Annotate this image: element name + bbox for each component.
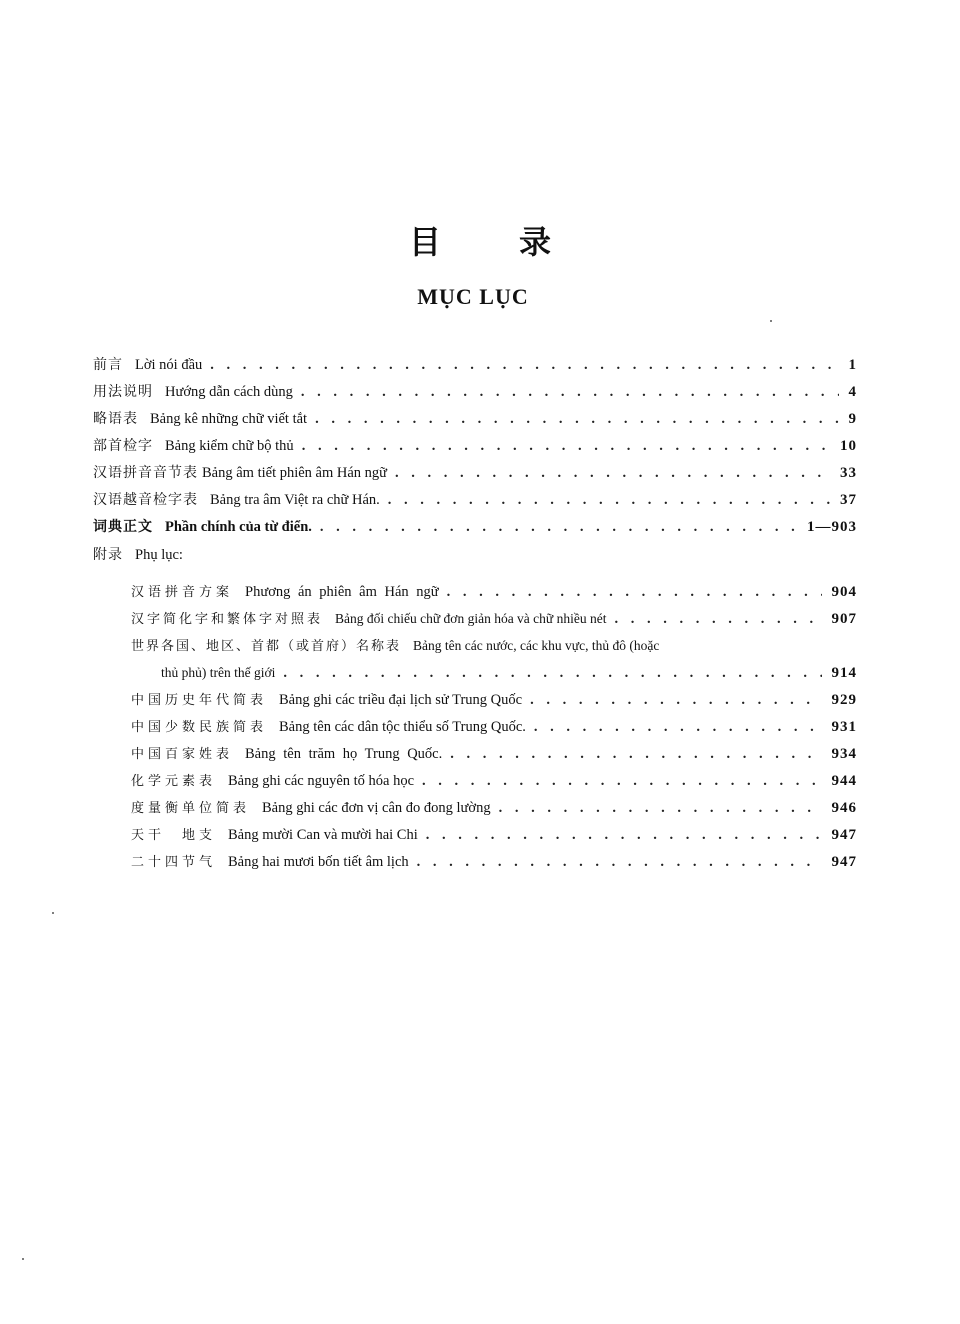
toc-entry-radical-index[interactable] xyxy=(93,435,857,457)
toc-appendix-world-countries[interactable] xyxy=(131,635,857,657)
entry-vietnamese-title: Bảng âm tiết phiên âm Hán ngữ xyxy=(202,465,388,481)
toc-entry-sino-vietnamese-index[interactable] xyxy=(93,489,857,511)
entry-page-number: 907 xyxy=(831,611,857,627)
entry-vietnamese-title: Hướng dẫn cách dùng xyxy=(165,384,293,400)
toc-appendix-solar-terms[interactable] xyxy=(131,851,857,873)
entry-vietnamese-title: Bảng đối chiếu chữ đơn giản hóa và chữ nhiều nét xyxy=(335,611,607,626)
toc-appendix-chemical-elements[interactable] xyxy=(131,770,857,792)
entry-page-number: 947 xyxy=(831,827,857,843)
entry-page-number: 914 xyxy=(831,665,857,681)
dot-leader xyxy=(614,608,821,630)
entry-vietnamese-title: Bảng mười Can và mười hai Chi xyxy=(228,827,418,843)
dot-leader xyxy=(426,824,822,846)
toc-appendix-ethnic-minorities[interactable] xyxy=(131,716,857,738)
entry-vietnamese-title: Bảng tên các nước, các khu vực, thủ đô (hoặc xyxy=(413,638,660,653)
scan-speck xyxy=(22,1258,24,1260)
entry-page-number: 9 xyxy=(848,411,857,427)
entry-chinese-title: 附录 xyxy=(93,547,123,563)
scan-speck xyxy=(52,912,54,914)
entry-page-number: 1 xyxy=(848,357,857,373)
toc-entry-pinyin-syllables[interactable] xyxy=(93,462,857,484)
toc-entry-preface[interactable] xyxy=(93,354,857,376)
page-title-vietnamese: MỤC LỤC xyxy=(417,284,529,309)
entry-chinese-title: 汉语拼音方案 xyxy=(131,585,234,600)
entry-page-number: 934 xyxy=(831,746,857,762)
toc-entry-appendix-heading[interactable] xyxy=(93,544,857,566)
entry-vietnamese-title: Bảng tên trăm họ Trung Quốc. xyxy=(245,746,443,762)
entry-chinese-title: 中国百家姓表 xyxy=(131,747,234,762)
toc-entry-main-dictionary[interactable] xyxy=(93,516,857,538)
entry-page-number: 929 xyxy=(831,692,857,708)
entry-vietnamese-title: thủ phủ) trên thế giới xyxy=(161,665,276,680)
entry-page-number: 10 xyxy=(840,438,857,454)
entry-chinese-title: 汉语越音检字表 xyxy=(93,492,198,508)
entry-vietnamese-title: Phụ lục: xyxy=(135,547,183,563)
entry-page-number: 37 xyxy=(840,492,857,508)
entry-vietnamese-title: Phần chính của từ điển. xyxy=(165,519,312,535)
entry-chinese-title: 词典正文 xyxy=(93,519,153,535)
dot-leader xyxy=(315,408,838,430)
entry-chinese-title: 世界各国、地区、首都（或首府）名称表 xyxy=(131,639,402,654)
toc-appendix-hundred-surnames[interactable] xyxy=(131,743,857,765)
entry-chinese-title: 汉字简化字和繁体字对照表 xyxy=(131,612,324,627)
entry-chinese-title: 中国少数民族简表 xyxy=(131,720,268,735)
entry-vietnamese-title: Bảng kê những chữ viết tắt xyxy=(150,411,308,427)
entry-chinese-title: 前言 xyxy=(93,357,123,373)
dot-leader xyxy=(388,489,830,511)
toc-entry-usage-guide[interactable] xyxy=(93,381,857,403)
dot-leader xyxy=(422,770,821,792)
entry-vietnamese-title: Bảng ghi các triều đại lịch sử Trung Quốc xyxy=(279,692,523,708)
dot-leader xyxy=(320,516,797,538)
entry-page-number: 1—903 xyxy=(807,519,857,535)
entry-vietnamese-title: Bảng ghi các đơn vị cân đo đong lường xyxy=(262,800,491,816)
entry-chinese-title: 部首检字 xyxy=(93,438,153,454)
dot-leader xyxy=(283,662,821,684)
entry-page-number: 944 xyxy=(831,773,857,789)
entry-vietnamese-title: Bảng tên các dân tộc thiểu số Trung Quốc. xyxy=(279,719,526,735)
toc-appendix-chinese-history[interactable] xyxy=(131,689,857,711)
entry-vietnamese-title: Bảng hai mươi bốn tiết âm lịch xyxy=(228,854,409,870)
dot-leader xyxy=(447,581,822,603)
entry-vietnamese-title: Lời nói đầu xyxy=(135,357,203,373)
dot-leader xyxy=(417,851,822,873)
entry-vietnamese-title: Bảng ghi các nguyên tố hóa học xyxy=(228,773,415,789)
entry-page-number: 33 xyxy=(840,465,857,481)
dot-leader xyxy=(450,743,821,765)
dot-leader xyxy=(210,354,838,376)
entry-page-number: 947 xyxy=(831,854,857,870)
toc-appendix-measurement-units[interactable] xyxy=(131,797,857,819)
entry-chinese-title: 化学元素表 xyxy=(131,774,217,789)
entry-page-number: 946 xyxy=(831,800,857,816)
entry-chinese-title: 二十四节气 xyxy=(131,855,217,870)
entry-page-number: 931 xyxy=(831,719,857,735)
dot-leader xyxy=(499,797,822,819)
entry-page-number: 904 xyxy=(831,584,857,600)
toc-entry-abbreviations[interactable] xyxy=(93,408,857,430)
entry-chinese-title: 汉语拼音音节表 xyxy=(93,465,198,481)
dot-leader xyxy=(395,462,830,484)
dot-leader xyxy=(302,435,830,457)
dot-leader xyxy=(534,716,822,738)
toc-appendix-stems-branches[interactable] xyxy=(131,824,857,846)
entry-chinese-title: 度量衡单位简表 xyxy=(131,801,251,816)
scan-speck xyxy=(770,320,772,322)
entry-chinese-title: 略语表 xyxy=(93,411,138,427)
entry-vietnamese-title: Bảng kiểm chữ bộ thủ xyxy=(165,438,294,454)
toc-appendix-pinyin-scheme[interactable] xyxy=(131,581,857,603)
toc-appendix-simplified-traditional[interactable] xyxy=(131,608,857,630)
page-title-chinese: 目录 xyxy=(408,223,629,261)
entry-chinese-title: 天干 地支 xyxy=(131,828,217,843)
dot-leader xyxy=(530,689,821,711)
toc-appendix-world-countries-continued[interactable] xyxy=(161,662,857,684)
entry-chinese-title: 用法说明 xyxy=(93,384,153,400)
entry-chinese-title: 中国历史年代简表 xyxy=(131,693,268,708)
dot-leader xyxy=(301,381,839,403)
entry-vietnamese-title: Bảng tra âm Việt ra chữ Hán. xyxy=(210,492,380,508)
entry-vietnamese-title: Phương án phiên âm Hán ngữ xyxy=(245,584,439,600)
entry-page-number: 4 xyxy=(848,384,857,400)
